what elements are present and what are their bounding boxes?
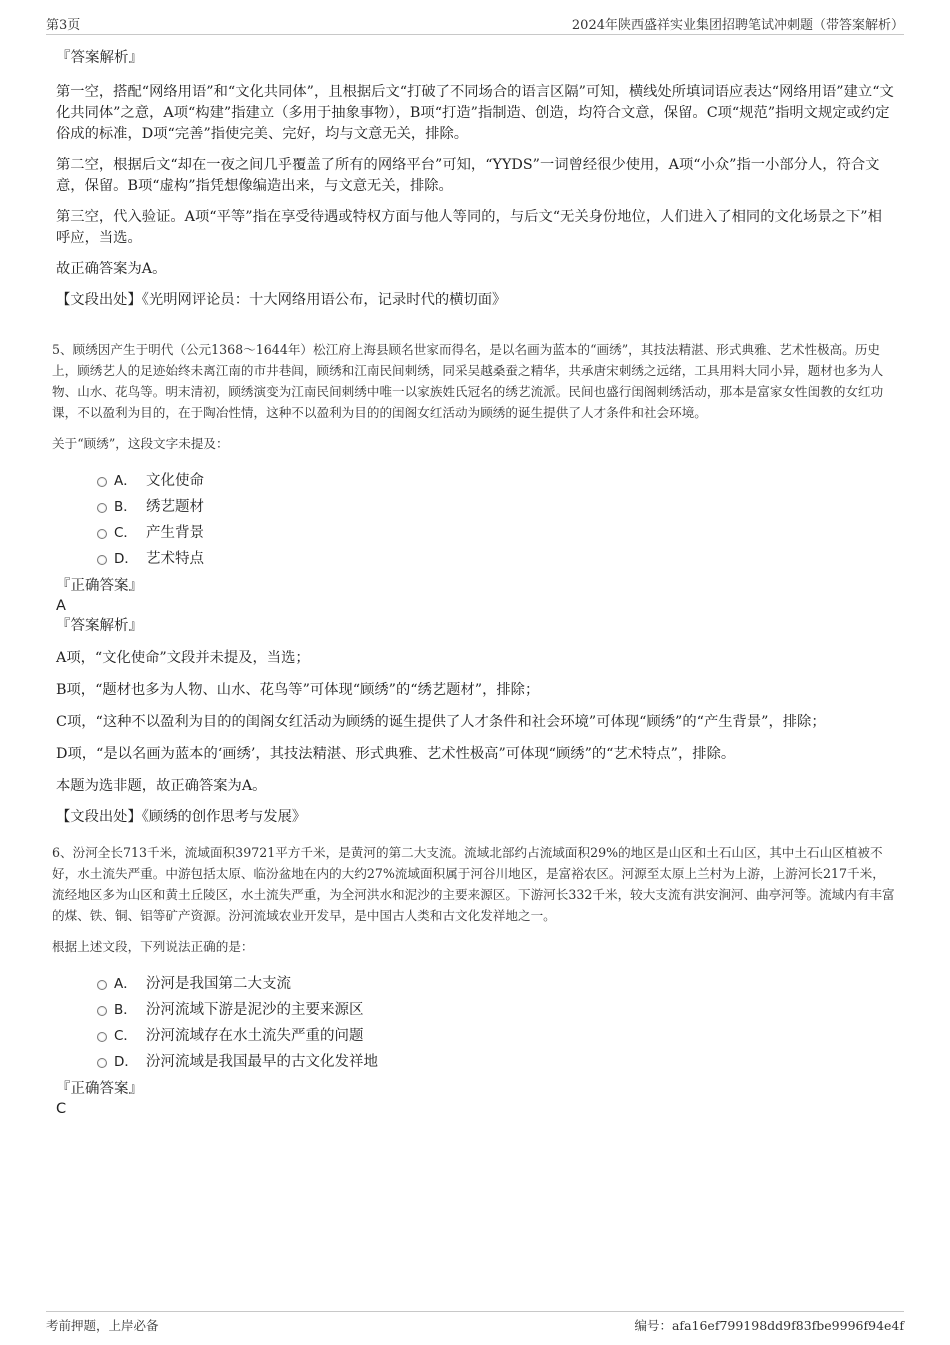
q6-stem: 6、汾河全长713千米，流域面积39721平方千米，是黄河的第二大支流。流域北部约占流域面积29%的地区是山区和土石山区，其中土石山区植被不好，水土流失严重。中游包括太原、临汾盆地在内的大约27%流域面积属于河谷川地区，是富裕农区。河源至太原上兰村为上游，上游河长217千米，流经地区多为山区和黄土丘陵区，水土流失严重，为全河洪水和泥沙的主要来源区。下游河长332千米，较大支流有洪安涧河、曲亭河等。流域内有丰富的煤、铁、铜、铝等矿产资源。汾河流域农业开发早，是中国古人类和古文化发祥地之一。 <box>52 845 895 923</box>
q4-analysis-p2: 第二空，根据后文“却在一夜之间几乎覆盖了所有的网络平台”可知，“YYDS”一词曾经很少使用，A项“小众”指一小部分人，符合文意，保留。B项“虚构”指凭想像编造出来，与文意无关，排除。 <box>56 157 880 194</box>
q4-analysis-p3: 第三空，代入验证。A项“平等”指在享受待遇或特权方面与他人等同的，与后文“无关身份地位，人们进入了相同的文化场景之下”相呼应，当选。 <box>56 209 882 246</box>
radio-icon[interactable] <box>97 1006 107 1016</box>
q6-option-b[interactable]: B． 汾河流域下游是泥沙的主要来源区 <box>56 997 896 1023</box>
q5-option-c[interactable]: C． 产生背景 <box>56 520 896 546</box>
document-title: 2024年陕西盛祥实业集团招聘笔试冲刺题（带答案解析） <box>571 18 904 33</box>
radio-icon[interactable] <box>97 980 107 990</box>
q6-correct-label: 『正确答案』 <box>56 1081 143 1097</box>
q6-option-a[interactable]: A． 汾河是我国第二大支流 <box>56 971 896 997</box>
q4-analysis-label: 『答案解析』 <box>56 50 143 66</box>
q5-correct-answer: A <box>56 598 66 614</box>
q6-option-c[interactable]: C． 汾河流域存在水土流失严重的问题 <box>56 1023 896 1049</box>
radio-icon[interactable] <box>97 555 107 565</box>
q6-question: 根据上述文段，下列说法正确的是： <box>52 939 254 954</box>
page-number: 第3页 <box>46 18 81 33</box>
radio-icon[interactable] <box>97 529 107 539</box>
q6-options <box>56 971 896 1075</box>
q5-analysis-label: 『答案解析』 <box>56 618 143 634</box>
q6-option-d[interactable]: D． 汾河流域是我国最早的古文化发祥地 <box>56 1049 896 1075</box>
q4-analysis-p4: 故正确答案为A。 <box>56 261 167 277</box>
q5-correct-label: 『正确答案』 <box>56 578 143 594</box>
footer-slogan: 考前押题，上岸必备 <box>46 1318 159 1333</box>
q5-option-a[interactable]: A． 文化使命 <box>56 468 896 494</box>
q5-option-d[interactable]: D． 艺术特点 <box>56 546 896 572</box>
radio-icon[interactable] <box>97 503 107 513</box>
page-content <box>52 46 896 1119</box>
q4-source: 【文段出处】《光明网评论员：十大网络用语公布，记录时代的横切面》 <box>56 292 507 308</box>
q5-source: 【文段出处】《顾绣的创作思考与发展》 <box>56 809 307 825</box>
q5-analysis-b: B项，“题材也多为人物、山水、花鸟等”可体现“顾绣”的“绣艺题材”，排除； <box>56 682 540 698</box>
q5-options <box>56 468 896 572</box>
q6-correct-answer: C <box>56 1101 67 1117</box>
document-id: 编号：afa16ef799198dd9f83fbe9996f94e4f <box>634 1318 904 1333</box>
q5-option-b[interactable]: B． 绣艺题材 <box>56 494 896 520</box>
q5-stem: 5、顾绣因产生于明代（公元1368～1644年）松江府上海县顾名世家而得名，是以名画为蓝本的“画绣”，其技法精湛、形式典雅、艺术性极高。历史上，顾绣艺人的足迹始终未离江南的市井巷闾，顾绣和江南民间刺绣，同采吴越桑蚕之精华，共承唐宋刺绣之远绪，工具用料大同小异，题材也多为人物、山水、花鸟等。明末清初，顾绣演变为江南民间刺绣中唯一以家族姓氏冠名的绣艺流派。民间也盛行闺阁刺绣活动，那本是富家女性闺教的女红功课，不以盈利为目的，在于陶冶性情，这种不以盈利为目的的闺阁女红活动为顾绣的诞生提供了人才条件和社会环境。 <box>52 342 884 420</box>
radio-icon[interactable] <box>97 477 107 487</box>
q5-analysis-c: C项，“这种不以盈利为目的的闺阁女红活动为顾绣的诞生提供了人才条件和社会环境”可体现“顾绣”的“产生背景”，排除； <box>56 714 826 730</box>
page-footer <box>46 1311 904 1334</box>
q5-analysis-conclusion: 本题为选非题，故正确答案为A。 <box>56 778 267 794</box>
q5-analysis-a: A项，“文化使命”文段并未提及，当选； <box>56 650 310 666</box>
page-header <box>46 14 904 35</box>
q5-question: 关于“顾绣”，这段文字未提及： <box>52 436 229 451</box>
radio-icon[interactable] <box>97 1032 107 1042</box>
radio-icon[interactable] <box>97 1058 107 1068</box>
q5-analysis-d: D项，“是以名画为蓝本的‘画绣’，其技法精湛、形式典雅、艺术性极高”可体现“顾绣”的“艺术特点”，排除。 <box>56 746 736 762</box>
q4-analysis-p1: 第一空，搭配“网络用语”和“文化共同体”，且根据后文“打破了不同场合的语言区隔”可知，横线处所填词语应表达“网络用语”建立“文化共同体”之意，A项“构建”指建立（多用于抽象事物），B项“打造”指制造、创造，均符合文意，保留。C项“规范”指明文规定或约定俗成的标准，D项“完善”指使完美、完好，均与文意无关，排除。 <box>56 84 894 142</box>
